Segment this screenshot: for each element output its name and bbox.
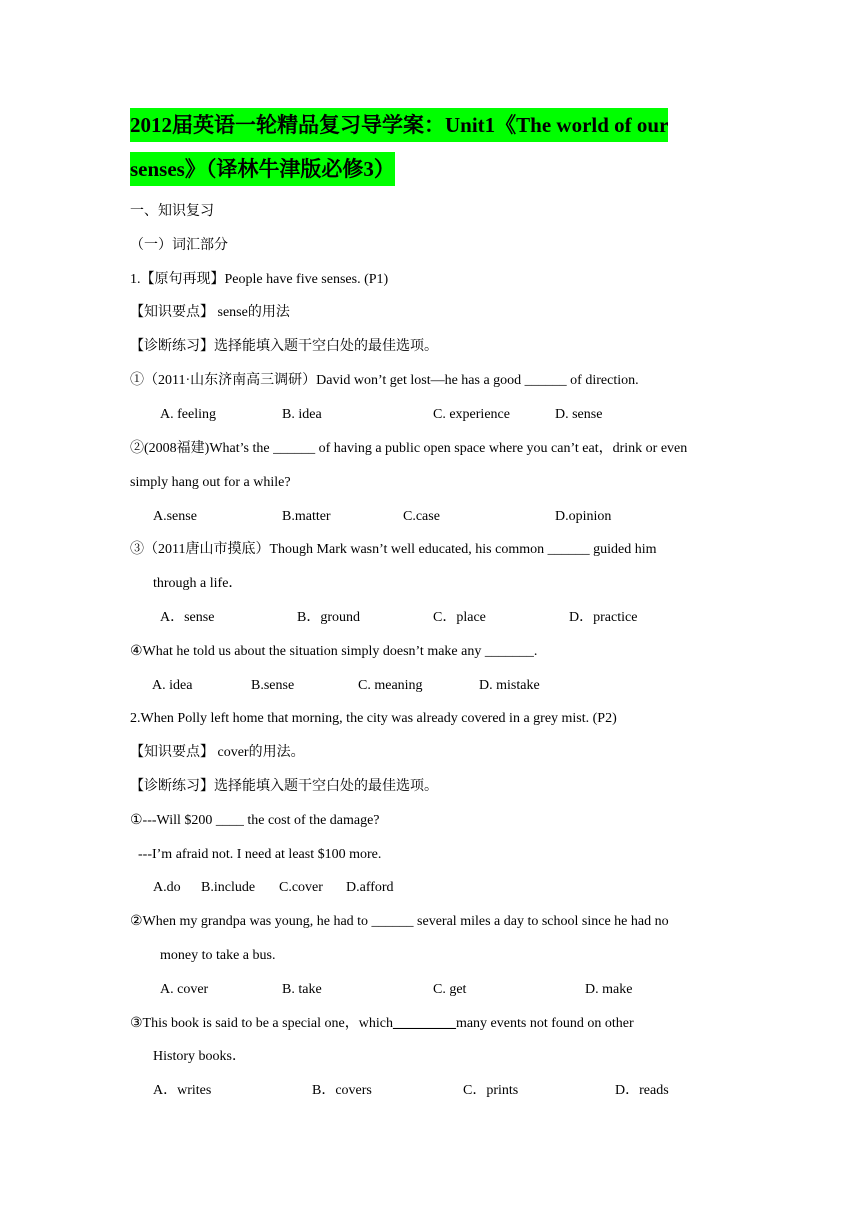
item1-q4-option-c: C. meaning <box>358 678 423 693</box>
item1-q2-option-c: C.case <box>403 509 440 524</box>
item1-q2-stem-cont: simply hang out for a while? <box>130 475 291 490</box>
item2-q3-stem-pre: ③This book is said to be a special one，which <box>130 1016 393 1031</box>
item1-q3-stem-cont: through a life． <box>153 576 243 591</box>
item2-q2-stem: ②When my grandpa was young, he had to ______ several miles a day to school since he had no <box>130 914 669 929</box>
item2-q1-stem-cont: ---I’m afraid not. I need at least $100 more. <box>138 847 382 862</box>
subsection-heading: （一）词汇部分 <box>130 238 228 253</box>
item1-q2-option-b: B.matter <box>282 509 331 524</box>
item2-q3-option-b: B．covers <box>312 1083 372 1098</box>
item2-q1-option-a: A.do <box>153 880 181 895</box>
item1-q2-option-a: A.sense <box>153 509 197 524</box>
item2-q3-stem-post: many events not found on other <box>455 1016 634 1031</box>
item1-q3-option-d: D．practice <box>569 610 638 625</box>
item1-q3-option-a: A．sense <box>160 610 215 625</box>
item1-practice: 【诊断练习】选择能填入题干空白处的最佳选项。 <box>130 339 438 354</box>
title-line-2: senses》（译林牛津版必修3） <box>130 152 395 186</box>
item2-q3-stem <box>130 1015 634 1033</box>
item1-q1-option-d: D. sense <box>555 407 603 422</box>
item1-q1-option-a: A. feeling <box>160 407 216 422</box>
item2-q2-stem-cont: money to take a bus. <box>160 948 276 963</box>
item2-q2-option-a: A. cover <box>160 982 209 997</box>
item2-q3-option-d: D．reads <box>615 1083 669 1098</box>
item2-q2-option-b: B. take <box>282 982 322 997</box>
document-title <box>130 103 750 191</box>
item1-q2-option-d: D.opinion <box>555 509 612 524</box>
item2-q1-option-c: C.cover <box>279 880 323 895</box>
item2-q3-option-c: C．prints <box>463 1083 519 1098</box>
item1-q4-stem: ④What he told us about the situation simply doesn’t make any _______. <box>130 644 538 659</box>
item1-q1-option-b: B. idea <box>282 407 322 422</box>
item1-q3-option-b: B．ground <box>297 610 360 625</box>
item2-point: 【知识要点】 cover的用法。 <box>130 745 305 760</box>
item1-q4-option-b: B.sense <box>251 678 295 693</box>
item2-q3-option-a: A．writes <box>153 1083 212 1098</box>
item1-q3-option-c: C．place <box>433 610 486 625</box>
item2-q1-stem: ①---Will $200 ____ the cost of the damage? <box>130 813 380 828</box>
item2-q1-option-b: B.include <box>201 880 256 895</box>
item1-point: 【知识要点】 sense的用法 <box>130 305 290 320</box>
item2-q3-blank: _________ <box>392 1016 456 1031</box>
item2-practice: 【诊断练习】选择能填入题干空白处的最佳选项。 <box>130 779 438 794</box>
item1-q2-stem: ②(2008福建)What’s the ______ of having a public open space where you can’t eat，drink or even <box>130 441 688 456</box>
item1-q4-option-d: D. mistake <box>479 678 540 693</box>
item1-source: 1.【原句再现】People have five senses. (P1) <box>130 272 389 287</box>
item2-q2-option-d: D. make <box>585 982 633 997</box>
title-line-1: 2012届英语一轮精品复习导学案：Unit1《The world of our <box>130 108 668 142</box>
item2-q2-option-c: C. get <box>433 982 467 997</box>
item1-q3-stem: ③（2011唐山市摸底）Though Mark wasn’t well educated, his common ______ guided him <box>130 542 657 557</box>
item2-source: 2.When Polly left home that morning, the city was already covered in a grey mist. (P2) <box>130 711 617 726</box>
section-heading: 一、知识复习 <box>130 204 214 219</box>
item2-q3-stem-cont: History books． <box>153 1049 246 1064</box>
item2-q1-option-d: D.afford <box>346 880 394 895</box>
item1-q1-stem: ①（2011·山东济南高三调研）David won’t get lost—he has a good ______ of direction. <box>130 373 639 388</box>
item1-q1-option-c: C. experience <box>433 407 510 422</box>
item1-q4-option-a: A. idea <box>152 678 193 693</box>
